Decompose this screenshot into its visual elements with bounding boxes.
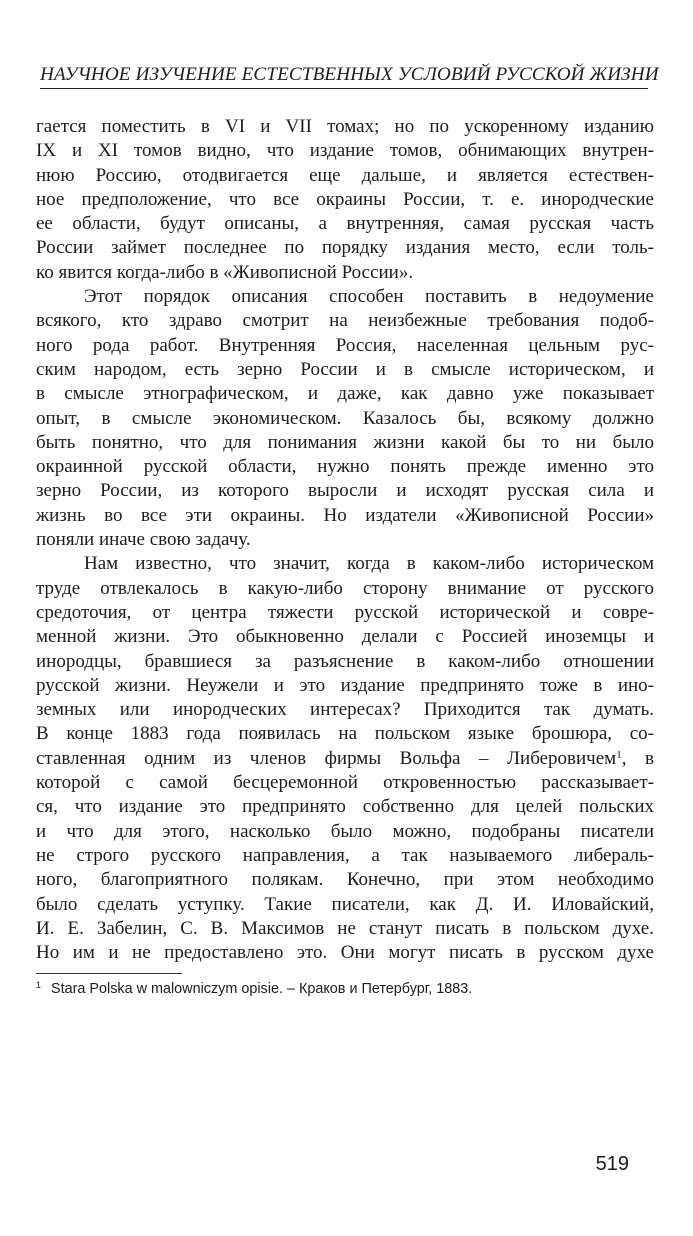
text-line: нюю Россию, отодвигается еще дальше, и является естествен- (36, 164, 654, 186)
text-line: труде отвлекалось в какую-либо сторону внимание от русского (36, 577, 654, 599)
text-line: русской жизни. Неужели и это издание предпринято тоже в ино- (36, 674, 654, 696)
text-line: не строго русского направления, а так называемого либераль- (36, 844, 654, 866)
book-page (36, 64, 659, 998)
text-line-with-footnote-ref (36, 747, 654, 771)
text-line: которой с самой бесцеремонной откровенностью рассказывает- (36, 772, 654, 794)
text-line: Нам известно, что значит, когда в каком-либо историческом (84, 553, 654, 575)
text-line: Но им и не предоставлено это. Они могут писать в русском духе (36, 942, 654, 964)
text-line: В конце 1883 года появилась на польском языке брошюра, со- (36, 723, 654, 745)
text-line: поняли иначе свою задачу. (36, 529, 251, 551)
text-line: менной жизни. Это обыкновенно делали с Россией иноземцы и (36, 626, 654, 648)
text-line: ко явится когда-либо в «Живописной России». (36, 261, 414, 283)
body-text (36, 115, 654, 965)
text-line: зерно России, из которого выросли и исходят русская сила и (36, 480, 654, 502)
text-line: ее области, будут описаны, а внутренняя, самая русская часть (36, 213, 654, 235)
paragraph-3 (36, 552, 654, 965)
running-title: НАУЧНОЕ ИЗУЧЕНИЕ ЕСТЕСТВЕННЫХ УСЛОВИЙ РУССКОЙ ЖИЗНИ (40, 64, 648, 89)
text-line: России займет последнее по порядку издания место, если толь- (36, 237, 654, 259)
text-line: жизнь во все эти окраины. Но издатели «Живописной России» (36, 504, 654, 526)
text-line-segment: ставленная одним из членов фирмы Вольфа – Либеровичем (36, 747, 617, 769)
paragraph-2 (36, 285, 654, 552)
text-line: всякого, кто здраво смотрит на неизбежные требования подоб- (36, 310, 654, 332)
text-line: ся, что издание это предпринято собственно для целей польских (36, 796, 654, 818)
text-line: средоточия, от центра тяжести русской исторической и совре- (36, 601, 654, 623)
text-line: окраинной русской области, нужно понять прежде именно это (36, 456, 654, 478)
text-line: ного рода работ. Внутренняя Россия, населенная цельным рус- (36, 334, 654, 356)
text-line: было сделать уступку. Такие писатели, как Д. И. Иловайский, (36, 893, 654, 915)
text-line: гается поместить в VI и VII томах; но по ускоренному изданию (36, 116, 654, 137)
text-line: в смысле этнографическом, и даже, как давно уже показывает (36, 383, 654, 405)
text-line: земных или инородческих интересах? Приходится так думать. (36, 699, 654, 721)
footnote (36, 980, 654, 997)
page-number: 519 (595, 1153, 629, 1175)
text-line: быть понятно, что для понимания жизни какой бы то ни было (36, 431, 654, 453)
text-line: IX и XI томов видно, что издание томов, обнимающих внутрен- (36, 140, 654, 162)
text-line-segment: , в (621, 747, 655, 769)
text-line: ного, благоприятного полякам. Конечно, при этом необходимо (36, 869, 654, 891)
text-line: ским народом, есть зерно России и в смысле историческом, и (36, 358, 654, 380)
text-line: и что для этого, насколько было можно, подобраны писатели (36, 820, 654, 842)
footnote-divider (36, 973, 182, 974)
text-line: И. Е. Забелин, С. В. Максимов не станут писать в польском духе. (36, 917, 654, 939)
footnote-text: Stara Polska w malowniczym opisie. – Краков и Петербург, 1883. (51, 981, 473, 998)
footnote-marker: 1 (36, 980, 42, 991)
text-line: инородцы, бравшиеся за разъяснение в каком-либо отношении (36, 650, 654, 672)
footnote-reference: 1 (616, 748, 622, 761)
paragraph-1 (36, 115, 654, 285)
text-line: ное предположение, что все окраины России, т. е. инородческие (36, 188, 654, 210)
text-line: Этот порядок описания способен поставить в недоумение (84, 286, 654, 308)
text-line: опыт, в смысле экономическом. Казалось бы, всякому должно (36, 407, 654, 429)
